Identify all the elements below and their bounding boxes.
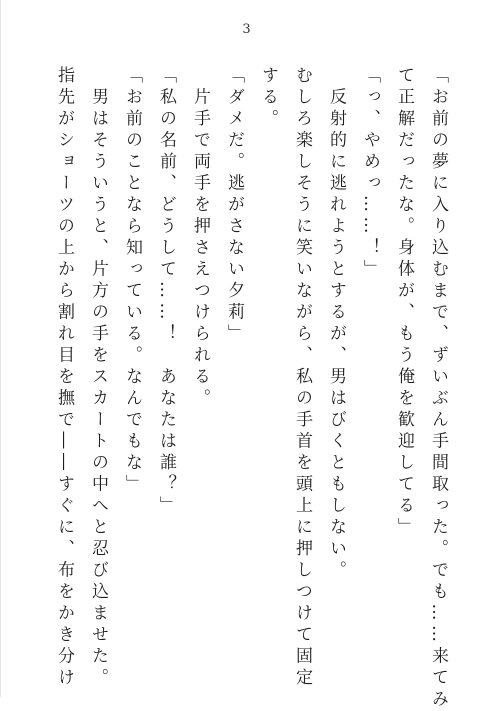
text-line: 男はそういうと、片方の手をスカートの中へと忍び込ませた。 (88, 66, 108, 690)
text-line: 片手で両手を押さえつけられる。 (190, 66, 210, 410)
page-number: 3 (242, 22, 251, 37)
text-line: 反射的に逃れようとするが、男はびくともしない。 (326, 66, 346, 582)
text-line: むしろ楽しそうに笑いながら、私の手首を頭上に押しつけて固定 (292, 66, 312, 690)
text-line: て正解だったな。身体が、もう俺を歓迎してる」 (394, 66, 414, 539)
text-line: 指先がショーツの上から割れ目を撫で――すぐに、布をかき分け (54, 66, 74, 690)
text-line: 「お前の夢に入り込むまで、ずいぶん手間取った。でも……来てみ (428, 66, 448, 711)
text-line: する。 (258, 66, 278, 131)
text-line: 「ダメだ。逃がさない夕莉」 (224, 66, 244, 346)
text-line: 「お前のことなら知っている。なんでもな」 (122, 66, 142, 496)
text-line: 「っ、やめっ……！」 (360, 66, 380, 281)
text-line: 「私の名前、どうして……！ あなたは誰？」 (156, 66, 176, 518)
vertical-body-text (47, 66, 455, 711)
